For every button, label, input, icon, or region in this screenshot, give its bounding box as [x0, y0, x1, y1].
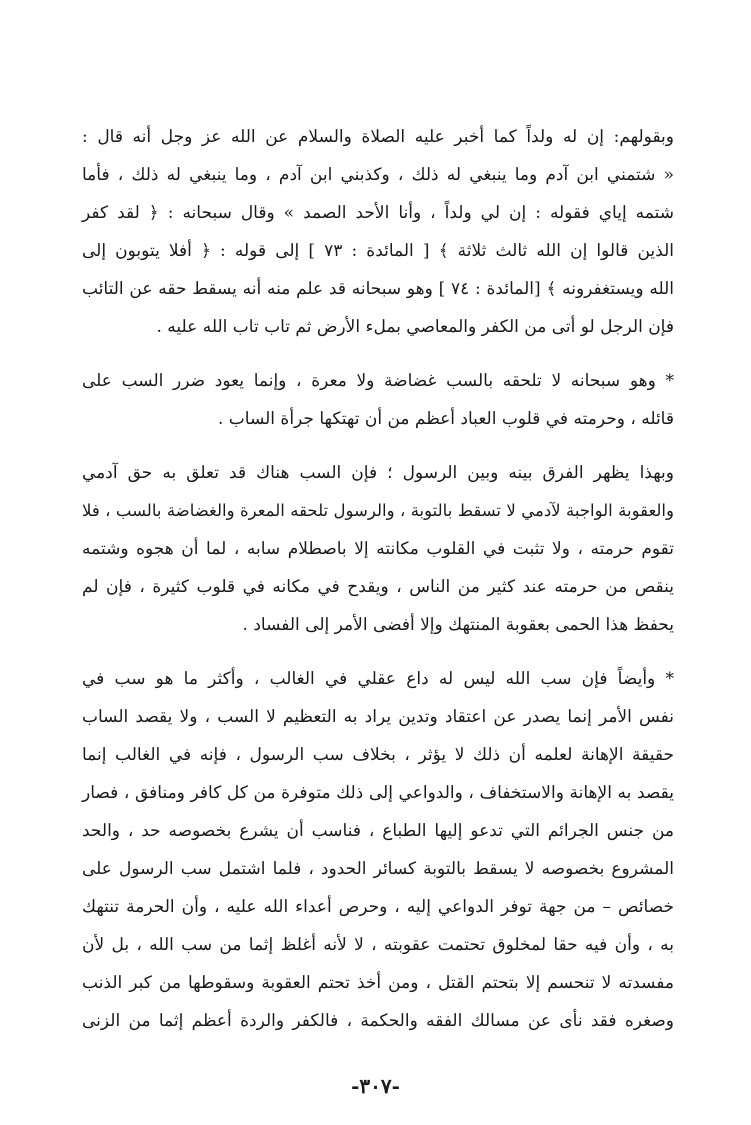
text-line: قائله ، وحرمته في قلوب العباد أعظم من أن تهتكها جرأة الساب . — [217, 409, 674, 429]
text-line: وبهذا يظهر الفرق بينه وبين الرسول ؛ فإن السب هناك قد تعلق به حق آدمي — [82, 463, 674, 483]
text-line: نفس الأمر إنما يصدر عن اعتقاد وتدين يراد به التعظيم لا السب ، ولا يقصد الساب — [82, 707, 674, 727]
text-line: المشروع بخصوصه لا يسقط بالتوبة كسائر الحدود ، فلما اشتمل سب الرسول على — [82, 859, 674, 879]
text-line: ينقص من حرمته عند كثير من الناس ، ويقدح في مكانه في قلوب كثيرة ، فإن لم — [82, 577, 674, 597]
text-line: الله ويستغفرونه ﴾ [المائدة : ٧٤ ] وهو سبحانه قد علم منه أنه يسقط حقه عن التائب — [82, 279, 674, 299]
text-line: وصغره فقد نأى عن مسالك الفقه والحكمة ، فالكفر والردة أعظم إثما من الزنى — [82, 1011, 674, 1031]
text-line: به ، وأن فيه حقا لمخلوق تحتمت عقوبته ، لا لأنه أغلظ إثما من سب الله ، بل لأن — [82, 935, 674, 955]
text-line: يحفظ هذا الحمى بعقوبة المنتهك وإلا أفضى الأمر إلى الفساد . — [242, 615, 674, 635]
document-page — [82, 118, 674, 1056]
text-line: حقيقة الإهانة لعلمه أن ذلك لا يؤثر ، بخلاف سب الرسول ، فإنه في الغالب إنما — [82, 745, 674, 765]
text-line: شتمه إياي فقوله : إن لي ولداً ، وأنا الأحد الصمد » وقال سبحانه : ﴿ لقد كفر — [82, 203, 674, 223]
text-line: خصائص – من جهة توفر الدواعي إليه ، وحرص أعداء الله عليه ، وأن الحرمة تنتهك — [82, 897, 674, 917]
text-line: يقصد به الإهانة والاستخفاف ، والدواعي إلى ذلك متوفرة من كل كافر ومنافق ، فصار — [82, 783, 674, 803]
text-line: « شتمني ابن آدم وما ينبغي له ذلك ، وكذبني ابن آدم ، وما ينبغي له ذلك ، فأما — [82, 165, 674, 185]
text-line: تقوم حرمته ، ولا تثبت في القلوب مكانته إلا باصطلام سابه ، لما أن هجوه وشتمه — [82, 539, 674, 559]
paragraph-3 — [82, 454, 674, 644]
text-line: * وأيضاً فإن سب الله ليس له داع عقلي في الغالب ، وأكثر ما هو سب في — [82, 669, 674, 689]
paragraph-2 — [82, 362, 674, 438]
text-line: الذين قالوا إن الله ثالث ثلاثة ﴾ [ المائدة : ٧٣ ] إلى قوله : ﴿ أفلا يتوبون إلى — [82, 241, 674, 261]
text-line: فإن الرجل لو أتى من الكفر والمعاصي بملء الأرض ثم تاب تاب الله عليه . — [156, 317, 674, 337]
paragraph-4 — [82, 660, 674, 1040]
text-line: مفسدته لا تنحسم إلا بتحتم القتل ، ومن أخذ تحتم العقوبة وسقوطها من كبر الذنب — [82, 973, 674, 993]
text-line: من جنس الجرائم التي تدعو إليها الطباع ، فناسب أن يشرع بخصوصه حد ، والحد — [82, 821, 674, 841]
text-line: والعقوبة الواجبة لآدمي لا تسقط بالتوبة ، والرسول تلحقه المعرة والغضاضة بالسب ، فلا — [82, 501, 674, 520]
text-line: وبقولهم: إن له ولداً كما أخبر عليه الصلاة والسلام عن الله عز وجل أنه قال : — [82, 127, 674, 147]
text-line: * وهو سبحانه لا تلحقه بالسب غضاضة ولا معرة ، وإنما يعود ضرر السب على — [82, 371, 674, 391]
paragraph-1 — [82, 118, 674, 346]
page-number: -٣٠٧- — [351, 1074, 400, 1098]
